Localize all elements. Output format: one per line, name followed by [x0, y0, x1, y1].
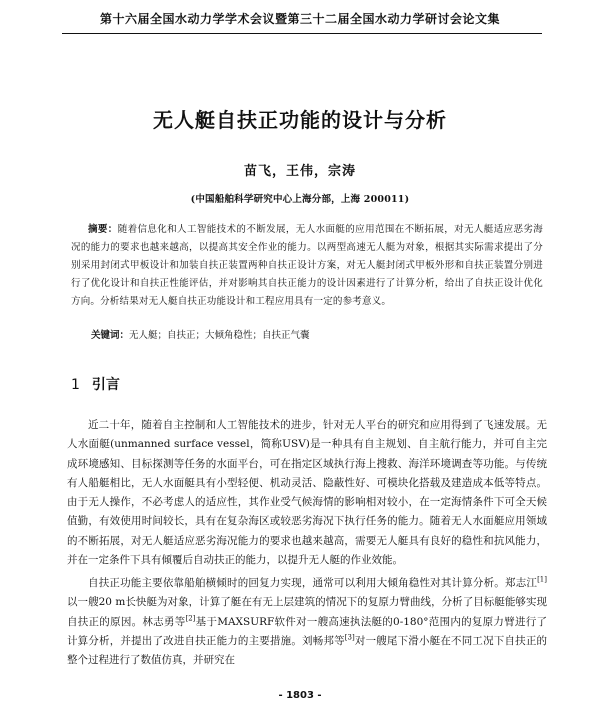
keywords-text: 无人艇；自扶正；大倾角稳性；自扶正气囊	[129, 330, 310, 341]
paragraph-text: 对一艘尾下滑小艇在不同工况下自扶正的整个过程进行了数值仿真，并研究在	[67, 634, 548, 667]
citation-ref: [3]	[344, 633, 355, 642]
section-title: 引言	[91, 377, 120, 393]
header-rule	[62, 33, 542, 34]
paper-authors: 苗飞，王伟，宗涛	[243, 164, 356, 179]
citation-ref: [1]	[537, 575, 547, 584]
paper-title: 无人艇自扶正功能的设计与分析	[153, 108, 447, 132]
section-number: 1	[71, 377, 80, 393]
body-paragraph-1: 近二十年，随着自主控制和人工智能技术的进步，针对无人平台的研究和应用得到了飞速发展。无人水面艇(unmanned surface vessel，简称USV)是一种具有自主规划、自主航行能力，并可自主完成环境感知、目标探测等任务的水面平台，可在指定区域执行海上搜救、海洋环境调查等功能。与传统有人船艇相比，无人水面艇具有小型轻便、机动灵活、隐蔽性好、可模块化搭载及建造成本低等特点。由于无人操作，不必考虑人的适应性，其作业受气候海情的影响相对较小，在一定海情条件下可全天候值勤，有效使用时间较长，具有在复杂海区或较恶劣海况下执行任务的能力。随着无人水面艇应用领域的不断拓展，对无人艇适应恶劣海况能力的要求也越来越高，需要无人艇具有良好的稳性和抗风能力，并在一定条件下具有倾覆后自动扶正的能力，以提升无人艇的作业效能。	[67, 419, 547, 567]
abstract-text: 随着信息化和人工智能技术的不断发展，无人水面艇的应用范围在不断拓展，对无人艇适应恶劣海况的能力的要求也越来越高，以提高其安全作业的能力。以两型高速无人艇为对象，根据其实际需求提出了分别采用封闭式甲板设计和加装自扶正装置两种自扶正设计方案，对无人艇封闭式甲板外形和自扶正装置分别进行了优化设计和自扶正性能评估，并对影响其自扶正能力的设计因素进行了计算分析，给出了自扶正设计优化方向。分析结果对无人艇自扶正功能设计和工程应用具有一定的参考意义。	[71, 224, 543, 307]
citation-ref: [2]	[185, 614, 196, 623]
paragraph-text: 自扶正功能主要依靠船舶横倾时的回复力实现，通常可以利用大倾角稳性对其计算分析。郑志江	[88, 577, 538, 589]
keywords	[91, 329, 541, 343]
author-affiliation: (中国船舶科学研究中心上海分部，上海 200011)	[190, 194, 410, 205]
abstract	[71, 221, 543, 311]
abstract-label: 摘要：	[88, 224, 118, 235]
section-heading	[71, 374, 120, 394]
paragraph-text: 基于MAXSURF软件对一艘高速执法艇的0-180°范围内的复原力臂进行了计算分析，并提出了改进自扶正能力的主要措施。刘畅邦等	[67, 615, 548, 647]
proceedings-header: 第十六届全国水动力学学术会议暨第三十二届全国水动力学研讨会论文集	[99, 12, 500, 26]
body-paragraph-2	[67, 574, 547, 670]
page-number: - 1803 -	[278, 690, 322, 701]
keywords-label: 关键词：	[91, 330, 130, 341]
paragraph-text: 以一艘20 m长快艇为对象，计算了艇在有无上层建筑的情况下的复原力臂曲线，分析了目标艇能够实现自扶正的原因。林志勇等	[67, 596, 547, 628]
